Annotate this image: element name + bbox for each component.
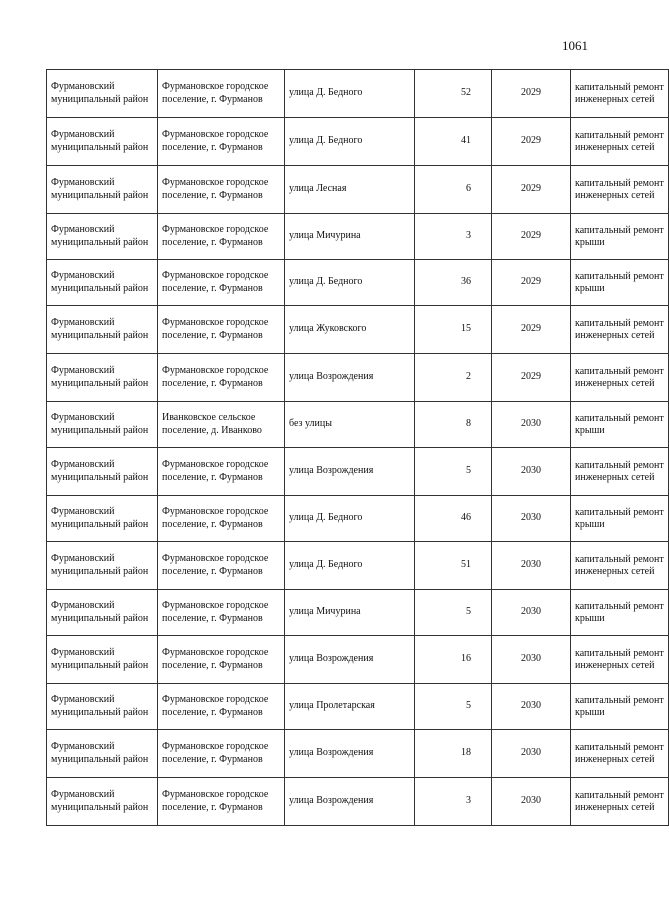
street-cell: улица Д. Бедного [285,118,415,166]
work-type-cell: капитальный ремонт крыши [571,402,669,448]
year-cell: 2030 [492,542,571,590]
table-row [47,590,669,636]
district-cell: Фурмановский муниципальный район [47,214,158,260]
year-cell: 2029 [492,214,571,260]
work-type-cell: капитальный ремонт инженерных сетей [571,636,669,684]
table-row [47,118,669,166]
settlement-cell: Фурмановское городское поселение, г. Фурманов [158,214,285,260]
street-cell: улица Д. Бедного [285,496,415,542]
settlement-cell: Фурмановское городское поселение, г. Фурманов [158,496,285,542]
work-type-cell: капитальный ремонт инженерных сетей [571,542,669,590]
year-cell: 2030 [492,448,571,496]
district-cell: Фурмановский муниципальный район [47,70,158,118]
work-type-cell: капитальный ремонт крыши [571,214,669,260]
settlement-cell: Иванковское сельское поселение, д. Иванково [158,402,285,448]
street-cell: без улицы [285,402,415,448]
district-cell: Фурмановский муниципальный район [47,118,158,166]
year-cell: 2029 [492,70,571,118]
house-number-cell: 2 [415,354,492,402]
district-cell: Фурмановский муниципальный район [47,778,158,826]
year-cell: 2029 [492,306,571,354]
table-row [47,496,669,542]
house-number-cell: 8 [415,402,492,448]
settlement-cell: Фурмановское городское поселение, г. Фурманов [158,636,285,684]
year-cell: 2030 [492,684,571,730]
year-cell: 2030 [492,590,571,636]
district-cell: Фурмановский муниципальный район [47,684,158,730]
table-row [47,70,669,118]
table-row [47,542,669,590]
district-cell: Фурмановский муниципальный район [47,354,158,402]
work-type-cell: капитальный ремонт крыши [571,496,669,542]
table-row [47,354,669,402]
settlement-cell: Фурмановское городское поселение, г. Фурманов [158,70,285,118]
work-type-cell: капитальный ремонт инженерных сетей [571,70,669,118]
settlement-cell: Фурмановское городское поселение, г. Фурманов [158,730,285,778]
street-cell: улица Пролетарская [285,684,415,730]
table-body [47,70,669,826]
house-number-cell: 36 [415,260,492,306]
year-cell: 2030 [492,402,571,448]
district-cell: Фурмановский муниципальный район [47,730,158,778]
work-type-cell: капитальный ремонт инженерных сетей [571,730,669,778]
table-row [47,684,669,730]
house-number-cell: 41 [415,118,492,166]
page-number: 1061 [562,38,588,53]
settlement-cell: Фурмановское городское поселение, г. Фурманов [158,118,285,166]
street-cell: улица Д. Бедного [285,260,415,306]
house-number-cell: 51 [415,542,492,590]
district-cell: Фурмановский муниципальный район [47,260,158,306]
work-type-cell: капитальный ремонт крыши [571,590,669,636]
house-number-cell: 3 [415,778,492,826]
house-number-cell: 5 [415,684,492,730]
street-cell: улица Д. Бедного [285,70,415,118]
street-cell: улица Возрождения [285,636,415,684]
table-row [47,166,669,214]
year-cell: 2029 [492,260,571,306]
table-row [47,636,669,684]
year-cell: 2029 [492,118,571,166]
district-cell: Фурмановский муниципальный район [47,166,158,214]
district-cell: Фурмановский муниципальный район [47,636,158,684]
district-cell: Фурмановский муниципальный район [47,448,158,496]
district-cell: Фурмановский муниципальный район [47,590,158,636]
district-cell: Фурмановский муниципальный район [47,542,158,590]
work-type-cell: капитальный ремонт инженерных сетей [571,306,669,354]
table-row [47,260,669,306]
street-cell: улица Возрождения [285,778,415,826]
work-type-cell: капитальный ремонт инженерных сетей [571,778,669,826]
repair-schedule-table [46,69,669,826]
work-type-cell: капитальный ремонт крыши [571,684,669,730]
settlement-cell: Фурмановское городское поселение, г. Фурманов [158,542,285,590]
street-cell: улица Мичурина [285,590,415,636]
street-cell: улица Мичурина [285,214,415,260]
settlement-cell: Фурмановское городское поселение, г. Фурманов [158,590,285,636]
table-row [47,402,669,448]
district-cell: Фурмановский муниципальный район [47,306,158,354]
house-number-cell: 5 [415,590,492,636]
street-cell: улица Лесная [285,166,415,214]
street-cell: улица Возрождения [285,730,415,778]
settlement-cell: Фурмановское городское поселение, г. Фурманов [158,260,285,306]
table-row [47,214,669,260]
house-number-cell: 6 [415,166,492,214]
district-cell: Фурмановский муниципальный район [47,402,158,448]
house-number-cell: 16 [415,636,492,684]
settlement-cell: Фурмановское городское поселение, г. Фурманов [158,684,285,730]
house-number-cell: 5 [415,448,492,496]
house-number-cell: 3 [415,214,492,260]
settlement-cell: Фурмановское городское поселение, г. Фурманов [158,448,285,496]
year-cell: 2029 [492,354,571,402]
table-row [47,778,669,826]
house-number-cell: 18 [415,730,492,778]
year-cell: 2029 [492,166,571,214]
settlement-cell: Фурмановское городское поселение, г. Фурманов [158,166,285,214]
district-cell: Фурмановский муниципальный район [47,496,158,542]
year-cell: 2030 [492,496,571,542]
house-number-cell: 15 [415,306,492,354]
street-cell: улица Возрождения [285,354,415,402]
table-row [47,306,669,354]
work-type-cell: капитальный ремонт инженерных сетей [571,354,669,402]
settlement-cell: Фурмановское городское поселение, г. Фурманов [158,778,285,826]
work-type-cell: капитальный ремонт инженерных сетей [571,166,669,214]
settlement-cell: Фурмановское городское поселение, г. Фурманов [158,354,285,402]
house-number-cell: 46 [415,496,492,542]
work-type-cell: капитальный ремонт инженерных сетей [571,448,669,496]
table-row [47,448,669,496]
table-row [47,730,669,778]
street-cell: улица Д. Бедного [285,542,415,590]
work-type-cell: капитальный ремонт крыши [571,260,669,306]
settlement-cell: Фурмановское городское поселение, г. Фурманов [158,306,285,354]
work-type-cell: капитальный ремонт инженерных сетей [571,118,669,166]
year-cell: 2030 [492,636,571,684]
house-number-cell: 52 [415,70,492,118]
street-cell: улица Возрождения [285,448,415,496]
street-cell: улица Жуковского [285,306,415,354]
year-cell: 2030 [492,730,571,778]
year-cell: 2030 [492,778,571,826]
